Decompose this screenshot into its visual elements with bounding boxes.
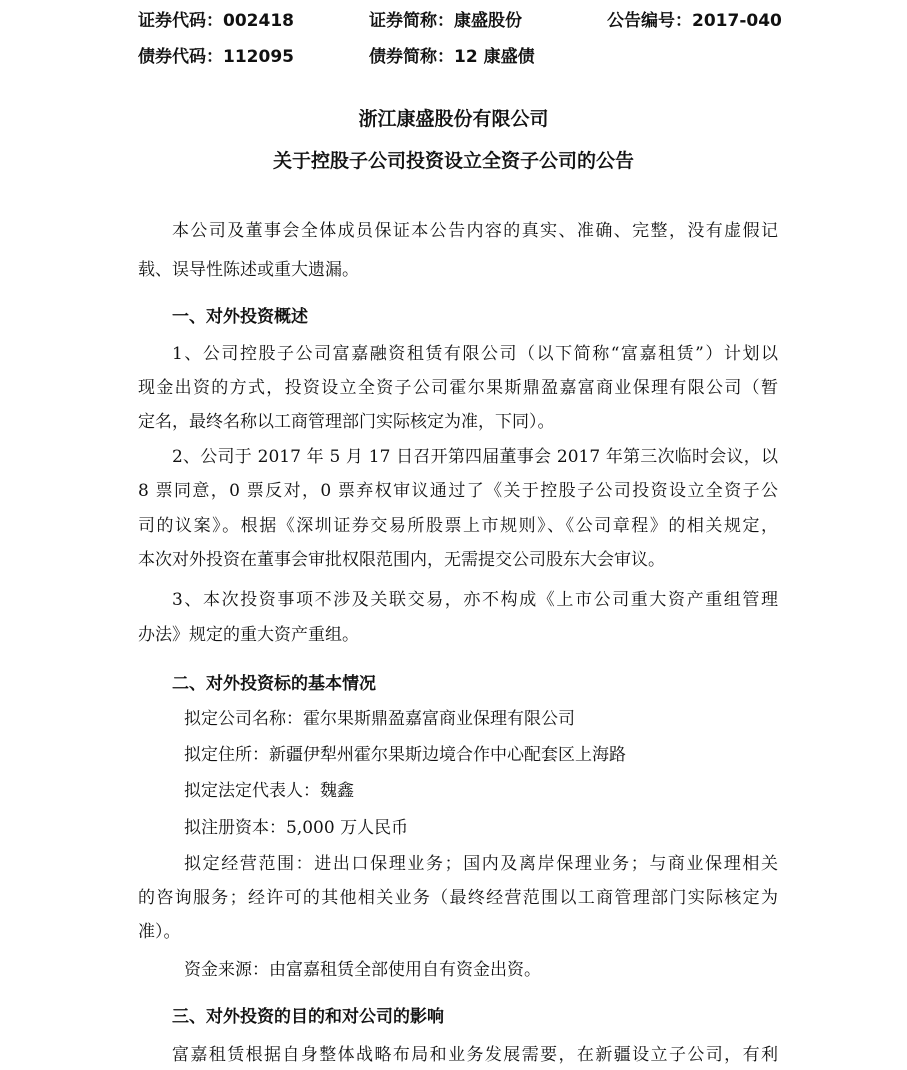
stock-code: 证券代码：002418 <box>138 11 294 31</box>
stock-abbreviation: 证券简称：康盛股份 <box>369 11 522 31</box>
notice-subject: 关于控股子公司投资设立全资子公司的公告 <box>272 150 634 172</box>
business-scope-line-1: 拟定经营范围：进出口保理业务；国内及离岸保理业务；与商业保理相关 <box>184 854 778 874</box>
statement-line-1: 本公司及董事会全体成员保证本公告内容的真实、准确、完整，没有虚假记 <box>172 221 778 241</box>
company-title: 浙江康盛股份有限公司 <box>358 108 549 130</box>
s1-p2-line-2: 8 票同意，0 票反对，0 票弃权审议通过了《关于控股子公司投资设立全资子公 <box>138 481 778 501</box>
s1-p1-line-3: 定名，最终名称以工商管理部门实际核定为准，下同）。 <box>138 412 555 432</box>
notice-number: 公告编号：2017-040 <box>607 11 782 31</box>
s1-p2-line-4: 本次对外投资在董事会审批权限范围内，无需提交公司股东大会审议。 <box>138 550 665 570</box>
proposed-address: 拟定住所：新疆伊犁州霍尔果斯边境合作中心配套区上海路 <box>184 745 626 765</box>
s1-p2-line-1: 2、公司于 2017 年 5 月 17 日召开第四届董事会 2017 年第三次临时会议，以 <box>172 447 778 467</box>
bond-code: 债券代码：112095 <box>138 47 294 67</box>
bond-abbreviation: 债券简称：12 康盛债 <box>369 47 535 67</box>
proposed-legal-representative: 拟定法定代表人：魏鑫 <box>184 781 354 801</box>
statement-line-2: 载、误导性陈述或重大遗漏。 <box>138 260 359 280</box>
business-scope-line-3: 准）。 <box>138 922 181 942</box>
s1-p2-line-3: 司的议案》。根据《深圳证券交易所股票上市规则》、《公司章程》的相关规定， <box>138 516 778 536</box>
proposed-company-name: 拟定公司名称：霍尔果斯鼎盈嘉富商业保理有限公司 <box>184 709 575 729</box>
section-2-heading: 二、对外投资标的基本情况 <box>172 674 376 694</box>
registered-capital: 拟注册资本：5,000 万人民币 <box>184 818 409 838</box>
business-scope-line-2: 的咨询服务；经许可的其他相关业务（最终经营范围以工商管理部门实际核定为 <box>138 888 778 908</box>
s1-p1-line-1: 1、公司控股子公司富嘉融资租赁有限公司（以下简称“富嘉租赁”）计划以 <box>172 344 778 364</box>
funding-source: 资金来源：由富嘉租赁全部使用自有资金出资。 <box>184 960 541 980</box>
s3-p1-line-1: 富嘉租赁根据自身整体战略布局和业务发展需要，在新疆设立子公司，有利 <box>172 1045 778 1065</box>
section-3-heading: 三、对外投资的目的和对公司的影响 <box>172 1007 444 1027</box>
s1-p1-line-2: 现金出资的方式，投资设立全资子公司霍尔果斯鼎盈嘉富商业保理有限公司（暂 <box>138 378 778 398</box>
section-1-heading: 一、对外投资概述 <box>172 307 308 327</box>
s1-p3-line-1: 3、本次投资事项不涉及关联交易，亦不构成《上市公司重大资产重组管理 <box>172 590 778 610</box>
s1-p3-line-2: 办法》规定的重大资产重组。 <box>138 625 359 645</box>
